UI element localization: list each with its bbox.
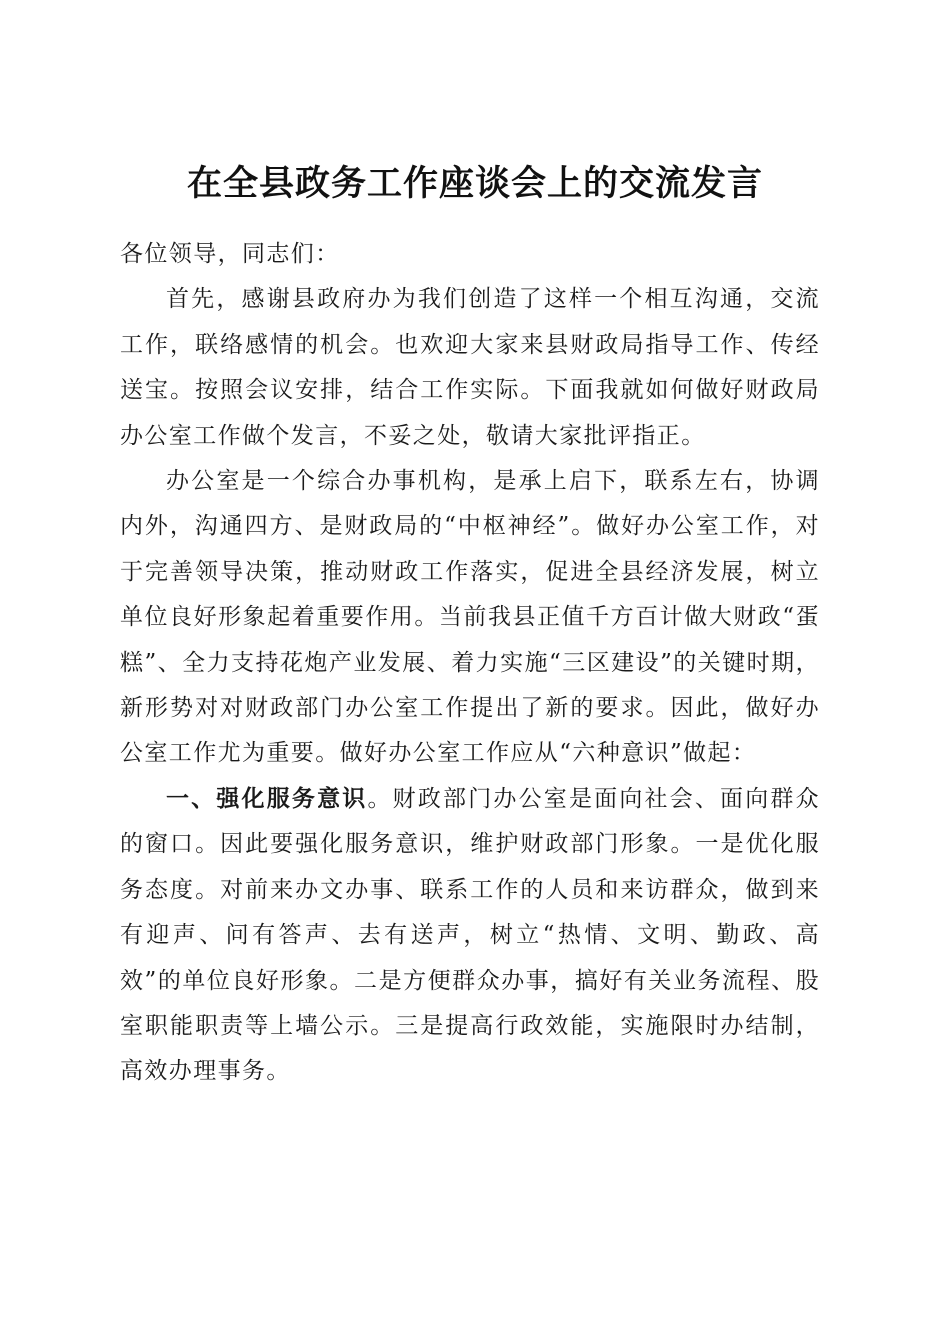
section-text: 。财政部门办公室是面向社会、面向群众的窗口。因此要强化服务意识，维护财政部门形象。一是优化服务态度。对前来办文办事、联系工作的人员和来访群众，做到来有迎声、问有答声、去有送声，树立“热情、文明、勤政、高效”的单位良好形象。二是方便群众办事，搞好有关业务流程、股室职能职责等上墙公示。三是提高行政效能，实施限时办结制，高效办理事务。 (120, 785, 821, 1085)
section-service-awareness (120, 777, 820, 1095)
section-heading: 一、强化服务意识 (166, 785, 368, 812)
document-body (120, 232, 820, 1095)
salutation: 各位领导，同志们： (120, 241, 340, 267)
paragraph-opening: 首先，感谢县政府办为我们创造了这样一个相互沟通，交流工作，联络感情的机会。也欢迎大家来县财政局指导工作、传经送宝。按照会议安排，结合工作实际。下面我就如何做好财政局办公室工作做个发言，不妥之处，敬请大家批评指正。 (120, 286, 820, 449)
paragraph-office-role: 办公室是一个综合办事机构，是承上启下，联系左右，协调内外，沟通四方、是财政局的“中枢神经”。做好办公室工作，对于完善领导决策，推动财政工作落实，促进全县经济发展，树立单位良好形象起着重要作用。当前我县正值千方百计做大财政“蛋糕”、全力支持花炮产业发展、着力实施“三区建设”的关键时期，新形势对对财政部门办公室工作提出了新的要求。因此，做好办公室工作尤为重要。做好办公室工作应从“六种意识”做起： (120, 468, 820, 767)
document-title: 在全县政务工作座谈会上的交流发言 (186, 163, 763, 205)
